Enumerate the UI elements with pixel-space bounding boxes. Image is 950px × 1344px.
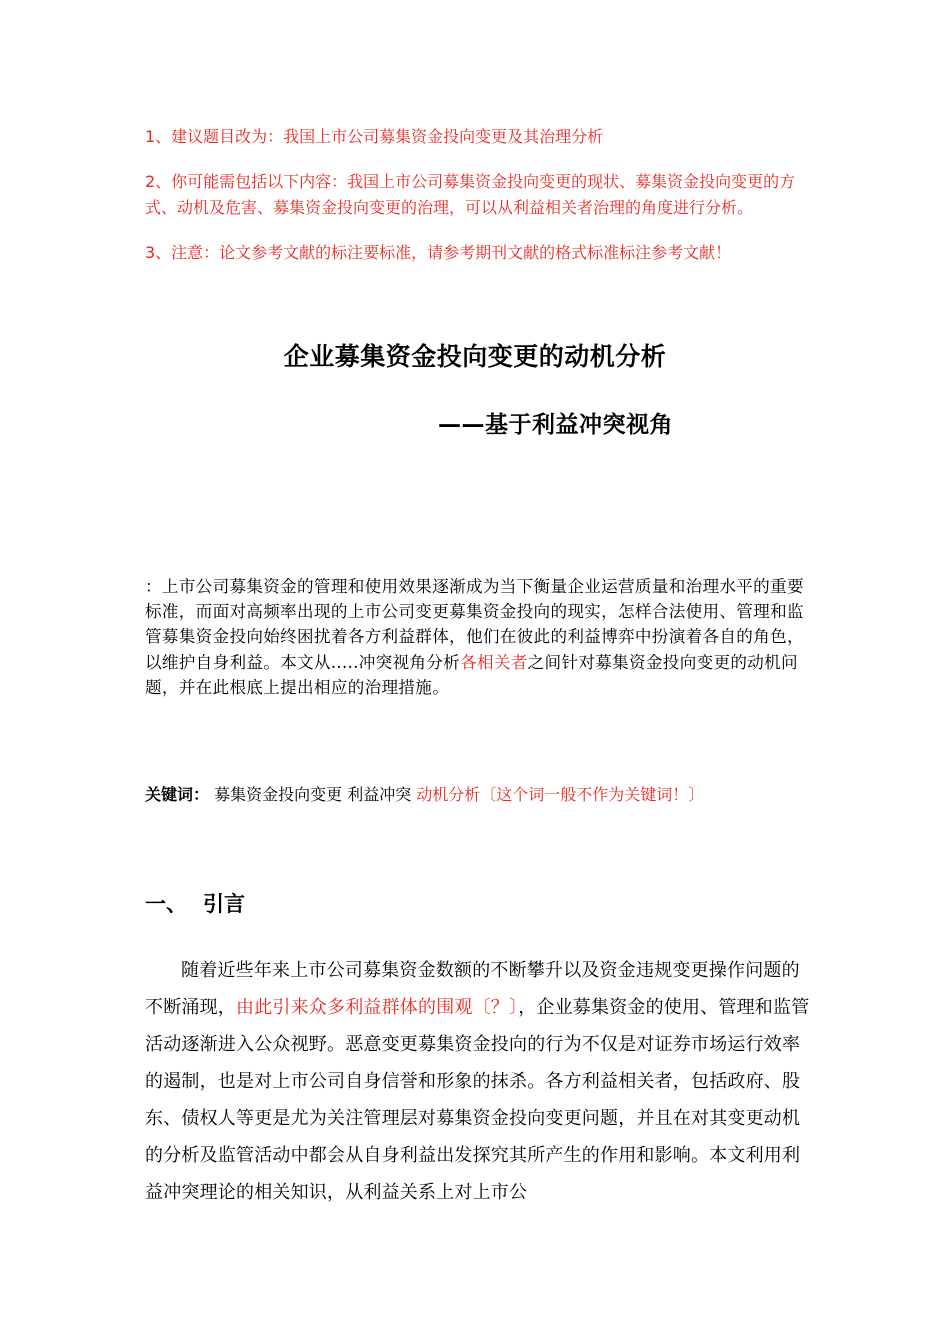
section-title: 引言 — [203, 892, 245, 916]
body-paragraph — [145, 952, 810, 1211]
keywords — [145, 783, 815, 807]
paper-title: 企业募集资金投向变更的动机分析 — [283, 342, 667, 371]
paper-subtitle: ——基于利益冲突视角 — [438, 412, 673, 438]
keywords-text: 募集资金投向变更 利益冲突 — [209, 785, 417, 804]
review-note-1: 1、建议题目改为：我国上市公司募集资金投向变更及其治理分析 — [145, 127, 604, 146]
review-note-3: 3、注意：论文参考文献的标注要标准，请参考期刊文献的格式标准标注参考文献！ — [145, 243, 732, 262]
body-text-2: ，企业募集资金的使用、管理和监管活动逐渐进入公众视野。恶意变更募集资金投向的行为不仅是对证券市场运行效率的遏制，也是对上市公司自身信誉和形象的抹杀。各方利益相关者，包括政府、股东、债权人等更是尤为关注管理层对募集资金投向变更问题，并且在对其变更动机的分析及监管活动中都会从自身利益出发探究其所产生的作用和影响。本文利用利益冲突理论的相关知识，从利益关系上对上市公 — [145, 997, 810, 1203]
body-text-1: 随着近些年来上市公司募集资金数额的不断攀升以及资金违规变更操作问题的不断涌现， — [145, 960, 800, 1018]
review-note-2: 2、你可能需包括以下内容：我国上市公司募集资金投向变更的现状、募集资金投向变更的方式、动机及危害、募集资金投向变更的治理，可以从利益相关者治理的角度进行分析。 — [145, 172, 796, 217]
keywords-label: 关键词： — [145, 785, 210, 804]
abstract-text-1: ：上市公司募集资金的管理和使用效果逐渐成为当下衡量企业运营质量和治理水平的重要标准，而面对高频率出现的上市公司变更募集资金投向的现实，怎样合法使用、管理和监管募集资金投向始终困扰着各方利益群体，他们在彼此的利益博弈中扮演着各自的角色，以维护自身利益。本文从.....冲突视角分析 — [145, 577, 804, 672]
body-highlight: 由此引来众多利益群体的围观〔？〕 — [236, 997, 519, 1018]
abstract-text-2: 之间针对募集资金投向变更的动机问题，并在此根底上提出相应的治理措施。 — [145, 652, 798, 697]
section-number: 一、 — [145, 892, 187, 916]
abstract-highlight: 各相关者 — [460, 652, 528, 672]
abstract — [145, 574, 805, 700]
keywords-comment: 动机分析〔这个词一般不作为关键词！〕 — [416, 785, 705, 804]
section-heading — [145, 888, 245, 918]
